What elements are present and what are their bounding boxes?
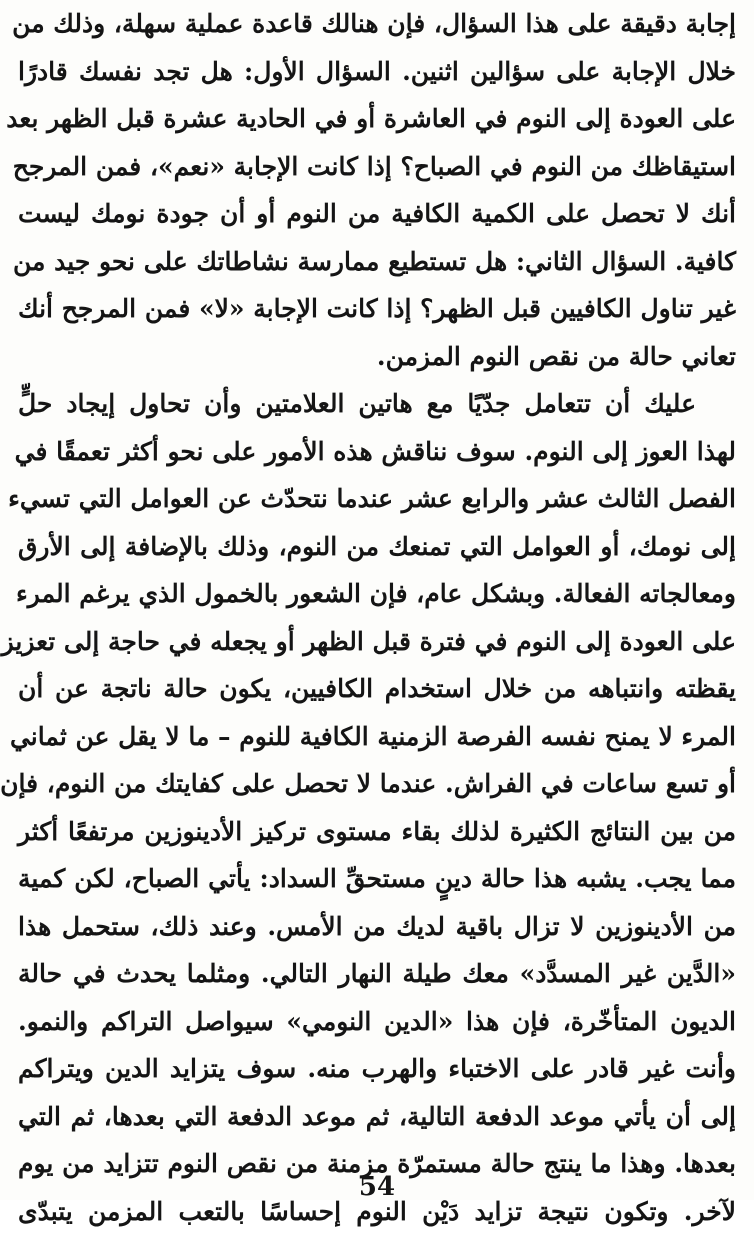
text-line: غير تناول الكافيين قبل الظهر؟ إذا كانت الإجابة «لا» فمن المرجح أنك [18, 285, 736, 333]
text-line: المرء لا يمنح نفسه الفرصة الزمنية الكافية للنوم – ما لا يقل عن ثماني [18, 713, 736, 761]
text-line: وأنت غير قادر على الاختباء والهرب منه. سوف يتزايد الدين ويتراكم [18, 1045, 736, 1093]
text-line: أو تسع ساعات في الفراش. عندما لا تحصل على كفايتك من النوم، فإن [18, 760, 736, 808]
text-line: إجابة دقيقة على هذا السؤال، فإن هنالك قاعدة عملية سهلة، وذلك من [18, 0, 736, 48]
text-line: خلال الإجابة على سؤالين اثنين. السؤال الأول: هل تجد نفسك قادرًا [18, 48, 736, 96]
page-body-text [18, 0, 736, 1235]
text-line: يقظته وانتباهه من خلال استخدام الكافيين، يكون حالة ناتجة عن أن [18, 665, 736, 713]
text-line: تعاني حالة من نقص النوم المزمن. [18, 333, 736, 381]
text-line: لآخر. وتكون نتيجة تزايد دَيْن النوم إحساسًا بالتعب المزمن يتبدّى [18, 1188, 736, 1235]
text-line: عليك أن تتعامل جدّيًا مع هاتين العلامتين وأن تحاول إيجاد حلٍّ [18, 380, 736, 428]
text-line: الديون المتأخّرة، فإن هذا «الدين النومي» سيواصل التراكم والنمو. [18, 998, 736, 1046]
text-line: لهذا العوز إلى النوم. سوف نناقش هذه الأمور على نحو أكثر تعمقًا في [18, 428, 736, 476]
text-line: إلى نومك، أو العوامل التي تمنعك من النوم، وذلك بالإضافة إلى الأرق [18, 523, 736, 571]
text-line: ومعالجاته الفعالة. وبشكل عام، فإن الشعور بالخمول الذي يرغم المرء [18, 570, 736, 618]
text-line: على العودة إلى النوم في فترة قبل الظهر أو يجعله في حاجة إلى تعزيز [18, 618, 736, 666]
text-line: الفصل الثالث عشر والرابع عشر عندما نتحدّث عن العوامل التي تسيء [18, 475, 736, 523]
text-line: من بين النتائج الكثيرة لذلك بقاء مستوى تركيز الأدينوزين مرتفعًا أكثر [18, 808, 736, 856]
text-line: على العودة إلى النوم في العاشرة أو في الحادية عشرة قبل الظهر بعد [18, 95, 736, 143]
text-line: مما يجب. يشبه هذا حالة دينٍ مستحقِّ السداد: يأتي الصباح، لكن كمية [18, 855, 736, 903]
text-line: استيقاظك من النوم في الصباح؟ إذا كانت الإجابة «نعم»، فمن المرجح [18, 143, 736, 191]
text-line: «الدَّين غير المسدَّد» معك طيلة النهار التالي. ومثلما يحدث في حالة [18, 950, 736, 998]
text-line: من الأدينوزين لا تزال باقية لديك من الأمس. وعند ذلك، ستحمل هذا [18, 903, 736, 951]
page-number: 54 [0, 1172, 754, 1202]
text-line: إلى أن يأتي موعد الدفعة التالية، ثم موعد الدفعة التي بعدها، ثم التي [18, 1093, 736, 1141]
text-line: أنك لا تحصل على الكمية الكافية من النوم أو أن جودة نومك ليست [18, 190, 736, 238]
text-line: بعدها. وهذا ما ينتج حالة مستمرّة مزمنة من نقص النوم تتزايد من يوم [18, 1140, 736, 1188]
text-line: كافية. السؤال الثاني: هل تستطيع ممارسة نشاطاتك على نحو جيد من [18, 238, 736, 286]
